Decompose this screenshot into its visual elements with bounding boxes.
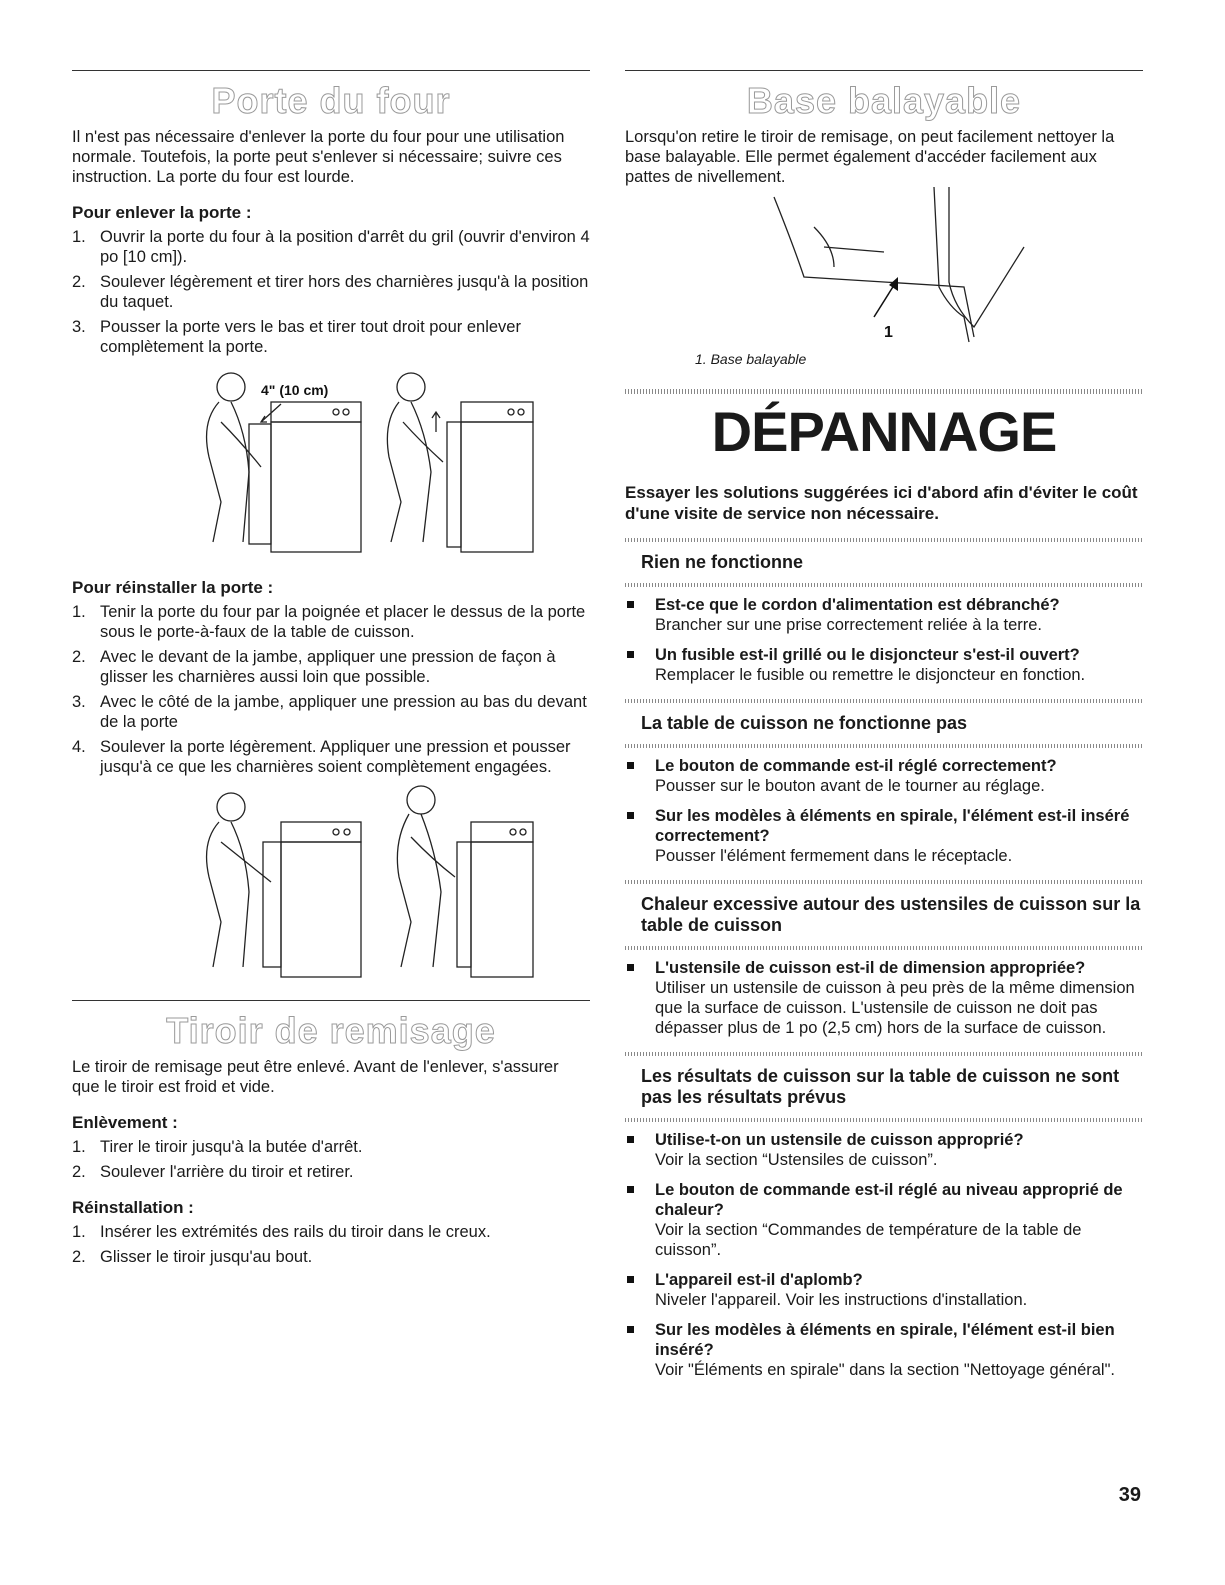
remove-door-steps <box>72 227 590 357</box>
dotted-divider <box>625 583 1143 587</box>
sweep-base-figure <box>734 187 1034 347</box>
list-item: Le bouton de commande est-il réglé correctement? Pousser sur le bouton avant de le tourner au réglage. <box>625 756 1143 796</box>
dotted-divider <box>625 946 1143 950</box>
list-item: 4. Soulever la porte légèrement. Appliquer une pression et pousser jusqu'à ce que les charnières soient complètement engagées. <box>72 738 571 776</box>
list-item: Un fusible est-il grillé ou le disjoncteur s'est-il ouvert? Remplacer le fusible ou remettre le disjoncteur en fonction. <box>625 645 1143 685</box>
list-item: Utilise-t-on un ustensile de cuisson approprié? Voir la section “Ustensiles de cuisson”. <box>625 1130 1143 1170</box>
problem-heading: La table de cuisson ne fonctionne pas <box>641 713 968 733</box>
dotted-divider <box>625 744 1143 748</box>
base-illustration <box>625 187 1143 347</box>
list-item: 2. Soulever l'arrière du tiroir et retirer. <box>72 1163 354 1181</box>
list-item: L'appareil est-il d'aplomb? Niveler l'appareil. Voir les instructions d'installation. <box>625 1270 1143 1310</box>
drawer-heading: Tiroir de remisage <box>166 1010 496 1051</box>
base-callout-number: 1 <box>884 324 893 341</box>
door-removal-figure <box>121 362 541 562</box>
drawer-remove-title: Enlèvement : <box>72 1113 178 1132</box>
list-item: 3. Pousser la porte vers le bas et tirer tout droit pour enlever complètement la porte. <box>72 318 521 356</box>
list-item: 1. Tirer le tiroir jusqu'à la butée d'arrêt. <box>72 1138 363 1156</box>
bullet-square-icon <box>627 762 634 769</box>
list-item: 2. Soulever légèrement et tirer hors des charnières jusqu'à la position du taquet. <box>72 273 589 311</box>
base-heading: Base balayable <box>746 80 1022 121</box>
left-column <box>72 70 590 1272</box>
door-reinstall-illustration <box>72 782 590 982</box>
dotted-divider <box>625 699 1143 703</box>
oven-door-intro: Il n'est pas nécessaire d'enlever la porte du four pour une utilisation normale. Toutefois, la porte peut s'enlever si nécessaire; suivre ces instruction. La porte du four est lourde. <box>72 128 565 186</box>
list-item: Le bouton de commande est-il réglé au niveau approprié de chaleur? Voir la section “Commandes de température de la table de cuisson”. <box>625 1180 1143 1260</box>
door-gap-label: 4" (10 cm) <box>261 382 329 398</box>
problem-heading: Les résultats de cuisson sur la table de cuisson ne sont pas les résultats prévus <box>641 1066 1120 1107</box>
drawer-remove-steps <box>72 1137 590 1182</box>
list-item: 1. Ouvrir la porte du four à la position d'arrêt du gril (ouvrir d'environ 4 po [10 cm]). <box>72 228 590 266</box>
reinstall-door-title: Pour réinstaller la porte : <box>72 578 274 597</box>
bullet-square-icon <box>627 812 634 819</box>
dotted-divider <box>625 880 1143 884</box>
list-item: 2. Glisser le tiroir jusqu'au bout. <box>72 1248 313 1266</box>
section-rule <box>625 70 1143 71</box>
drawer-intro: Le tiroir de remisage peut être enlevé. Avant de l'enlever, s'assurer que le tiroir est froid et vide. <box>72 1058 559 1096</box>
bullet-square-icon <box>627 1136 634 1143</box>
oven-door-heading: Porte du four <box>211 80 451 121</box>
page-number: 39 <box>1118 1484 1141 1506</box>
reinstall-door-steps <box>72 602 590 777</box>
section-rule <box>72 1000 590 1001</box>
section-rule <box>72 70 590 71</box>
problem-heading: Chaleur excessive autour des ustensiles de cuisson sur la table de cuisson <box>641 894 1141 935</box>
drawer-reinstall-steps <box>72 1222 590 1267</box>
list-item: 1. Tenir la porte du four par la poignée et placer le dessus de la porte sous le porte-à-faux de la table de cuisson. <box>72 603 586 641</box>
list-item: L'ustensile de cuisson est-il de dimension appropriée? Utiliser un ustensile de cuisson à peu près de la même dimension que la surface de cuisson. L'ustensile de cuisson ne doit pas dépasser plus de 1 po (2,5 cm) hors de la surface de cuisson. <box>625 958 1143 1038</box>
list-item: 3. Avec le côté de la jambe, appliquer une pression au bas du devant de la porte <box>72 693 587 731</box>
bullet-square-icon <box>627 1186 634 1193</box>
bullet-square-icon <box>627 964 634 971</box>
right-column <box>625 70 1143 1390</box>
base-caption: 1. Base balayable <box>695 351 807 367</box>
troubleshooting-title: DÉPANNAGE <box>711 400 1057 463</box>
list-item: Est-ce que le cordon d'alimentation est débranché? Brancher sur une prise correctement reliée à la terre. <box>625 595 1143 635</box>
base-intro: Lorsqu'on retire le tiroir de remisage, on peut facilement nettoyer la base balayable. Elle permet également d'accéder facilement aux pattes de nivellement. <box>625 128 1115 186</box>
bullet-square-icon <box>627 651 634 658</box>
troubleshooting-lead: Essayer les solutions suggérées ici d'abord afin d'éviter le coût d'une visite de service non nécessaire. <box>625 483 1138 523</box>
dotted-divider <box>625 1118 1143 1122</box>
dotted-divider <box>625 538 1143 542</box>
bullet-square-icon <box>627 1276 634 1283</box>
door-reinstall-figure <box>121 782 541 982</box>
list-item: 2. Avec le devant de la jambe, appliquer une pression de façon à glisser les charnières aussi loin que possible. <box>72 648 556 686</box>
dotted-divider <box>625 389 1143 394</box>
remove-door-title: Pour enlever la porte : <box>72 203 252 222</box>
bullet-square-icon <box>627 601 634 608</box>
bullet-square-icon <box>627 1326 634 1333</box>
dotted-divider <box>625 1052 1143 1056</box>
list-item: Sur les modèles à éléments en spirale, l'élément est-il bien inséré? Voir "Éléments en spirale" dans la section "Nettoyage général". <box>625 1320 1143 1380</box>
problem-heading: Rien ne fonctionne <box>641 552 803 572</box>
list-item: 1. Insérer les extrémités des rails du tiroir dans le creux. <box>72 1223 491 1241</box>
door-removal-illustration <box>72 362 590 562</box>
drawer-reinstall-title: Réinstallation : <box>72 1198 194 1217</box>
list-item: Sur les modèles à éléments en spirale, l'élément est-il inséré correctement? Pousser l'élément fermement dans le réceptacle. <box>625 806 1143 866</box>
